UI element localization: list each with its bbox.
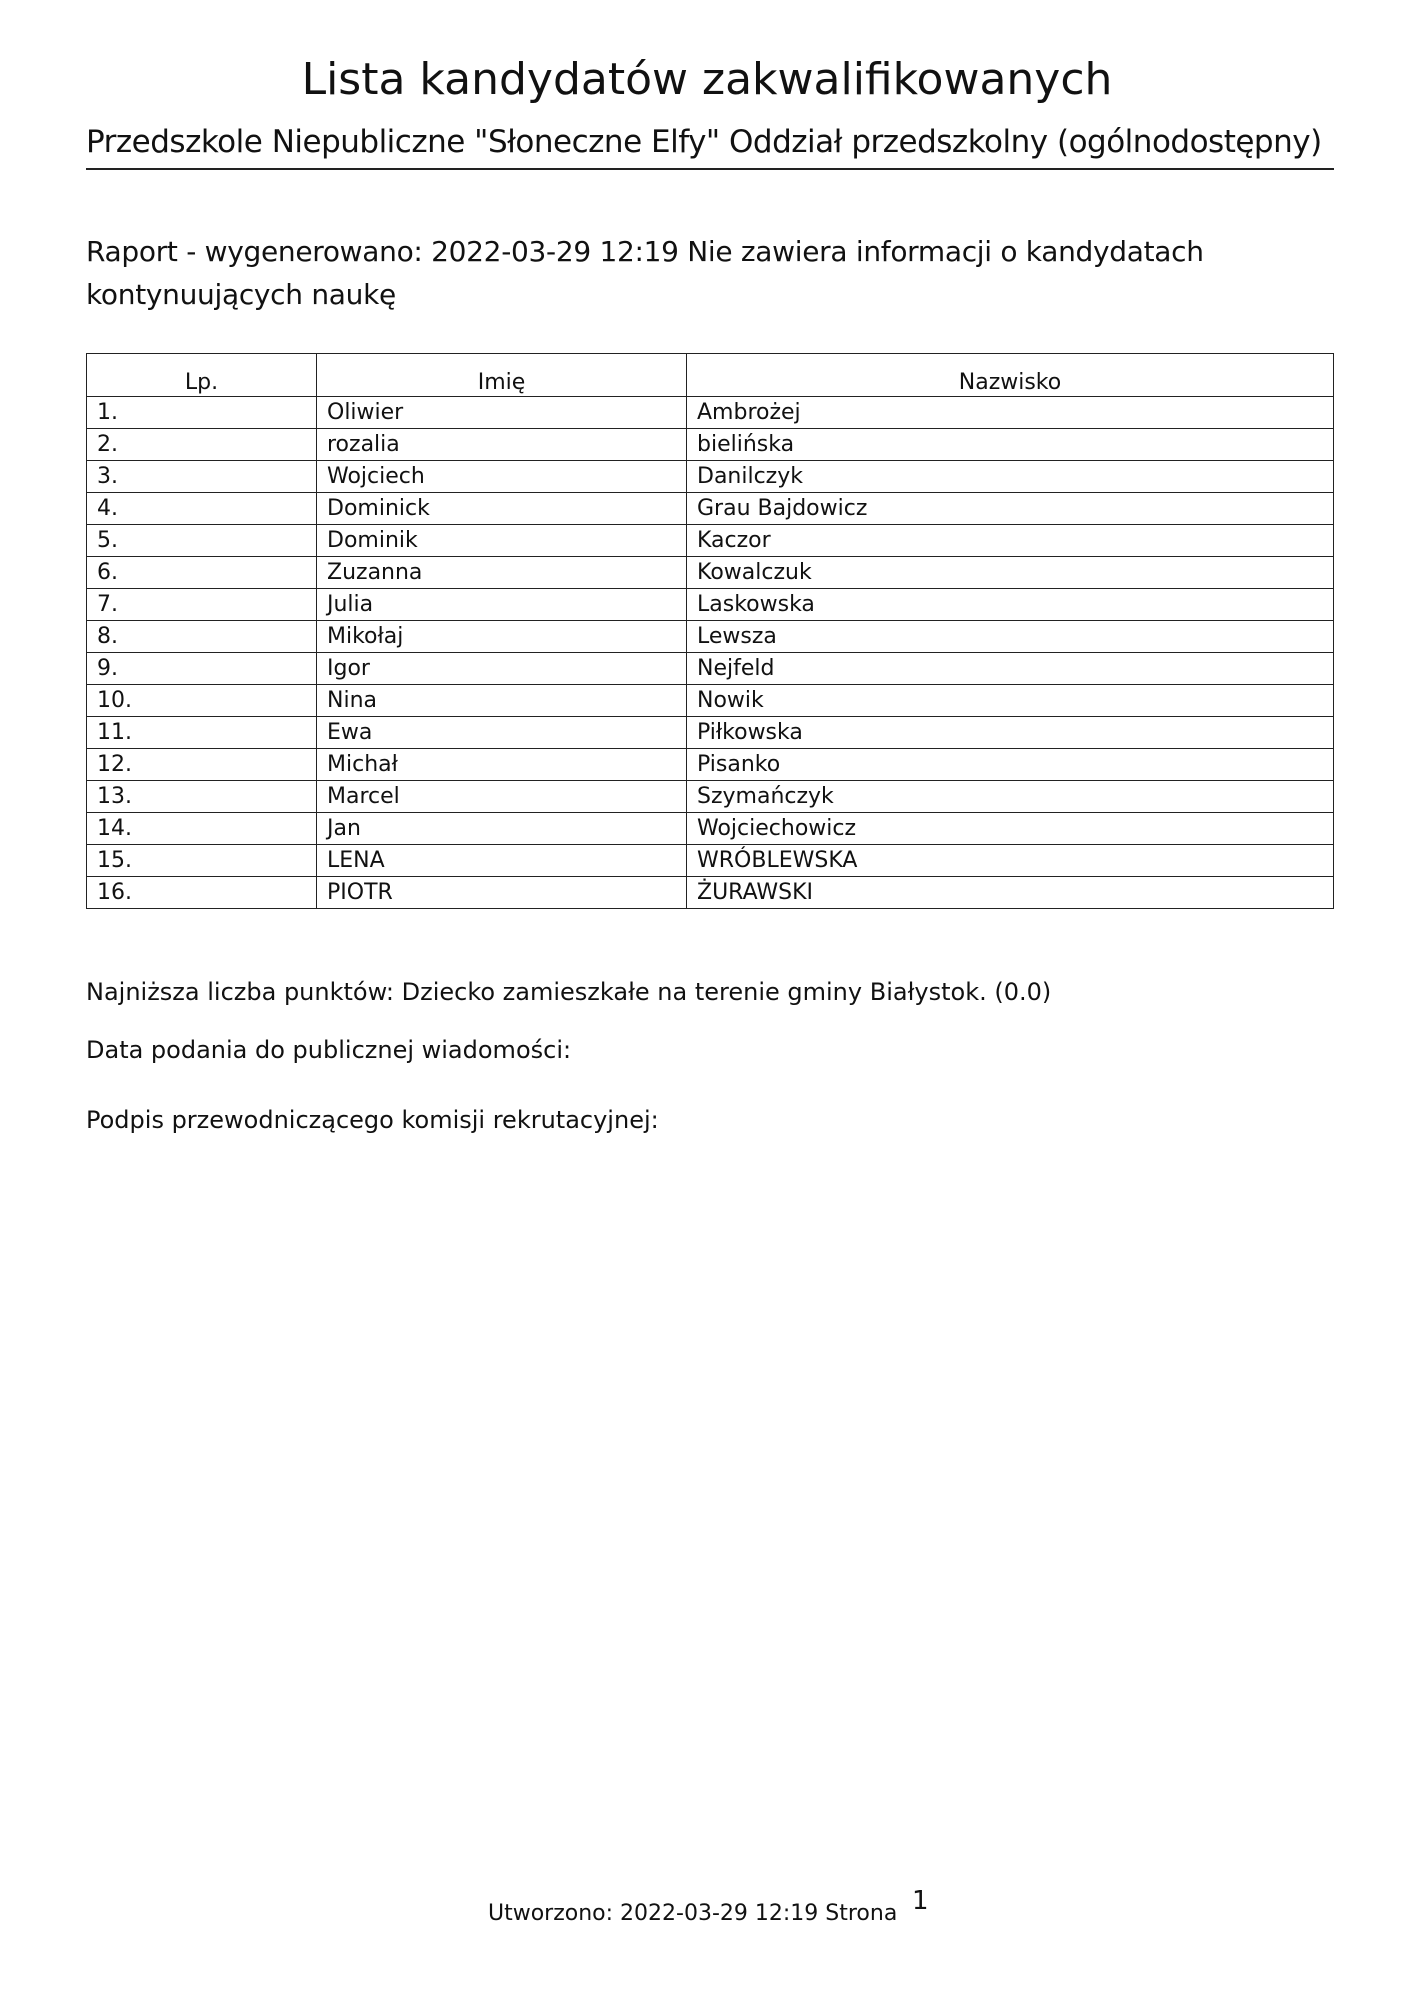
cell-imie: PIOTR [317,877,687,909]
cell-lp: 3. [87,461,317,493]
cell-lp: 11. [87,717,317,749]
candidates-table-container [86,353,1334,909]
cell-imie: Jan [317,813,687,845]
cell-lp: 9. [87,653,317,685]
column-header-nazwisko: Nazwisko [687,354,1334,397]
cell-nazwisko: Ambrożej [687,397,1334,429]
table-row [87,685,1334,717]
column-header-lp: Lp. [87,354,317,397]
cell-lp: 2. [87,429,317,461]
cell-nazwisko: Kaczor [687,525,1334,557]
table-row [87,813,1334,845]
cell-lp: 16. [87,877,317,909]
publication-date-label: Data podania do publicznej wiadomości: [86,1036,572,1064]
report-info: Raport - wygenerowano: 2022-03-29 12:19 Nie zawiera informacji o kandydatach kontynuujących naukę [86,235,1204,311]
cell-nazwisko: Kowalczuk [687,557,1334,589]
table-row [87,429,1334,461]
table-row [87,493,1334,525]
cell-imie: Oliwier [317,397,687,429]
table-header-row [87,354,1334,397]
footer-created: Utworzono: 2022-03-29 12:19 Strona [488,1901,898,1926]
cell-nazwisko: Danilczyk [687,461,1334,493]
cell-nazwisko: Grau Bajdowicz [687,493,1334,525]
cell-imie: Zuzanna [317,557,687,589]
cell-imie: rozalia [317,429,687,461]
cell-lp: 7. [87,589,317,621]
cell-imie: Julia [317,589,687,621]
cell-lp: 15. [87,845,317,877]
cell-nazwisko: Nejfeld [687,653,1334,685]
cell-imie: Ewa [317,717,687,749]
cell-imie: Nina [317,685,687,717]
cell-imie: Igor [317,653,687,685]
cell-lp: 12. [87,749,317,781]
cell-lp: 6. [87,557,317,589]
table-row [87,781,1334,813]
cell-nazwisko: Pisanko [687,749,1334,781]
table-row [87,589,1334,621]
cell-nazwisko: Nowik [687,685,1334,717]
cell-imie: Dominick [317,493,687,525]
cell-nazwisko: Wojciechowicz [687,813,1334,845]
cell-lp: 1. [87,397,317,429]
cell-lp: 10. [87,685,317,717]
table-row [87,397,1334,429]
cell-nazwisko: Laskowska [687,589,1334,621]
cell-nazwisko: WRÓBLEWSKA [687,845,1334,877]
cell-imie: Mikołaj [317,621,687,653]
cell-imie: Dominik [317,525,687,557]
candidates-table [86,353,1334,909]
table-row [87,461,1334,493]
table-row [87,621,1334,653]
cell-nazwisko: bielińska [687,429,1334,461]
table-row [87,749,1334,781]
cell-nazwisko: Lewsza [687,621,1334,653]
page-number: 1 [912,1886,929,1916]
institution-subtitle: Przedszkole Niepubliczne "Słoneczne Elfy" Oddział przedszkolny (ogólnodostępny) [86,120,1334,170]
cell-imie: Michał [317,749,687,781]
cell-imie: Wojciech [317,461,687,493]
signature-label: Podpis przewodniczącego komisji rekrutacyjnej: [86,1106,659,1134]
column-header-imie: Imię [317,354,687,397]
table-row [87,557,1334,589]
cell-nazwisko: ŻURAWSKI [687,877,1334,909]
cell-lp: 14. [87,813,317,845]
table-row [87,525,1334,557]
cell-nazwisko: Piłkowska [687,717,1334,749]
table-row [87,845,1334,877]
cell-lp: 4. [87,493,317,525]
cell-imie: Marcel [317,781,687,813]
cell-nazwisko: Szymańczyk [687,781,1334,813]
cell-imie: LENA [317,845,687,877]
table-row [87,717,1334,749]
table-row [87,877,1334,909]
table-body [87,397,1334,909]
table-row [87,653,1334,685]
document-title: Lista kandydatów zakwalifikowanych [301,54,1113,105]
cell-lp: 5. [87,525,317,557]
cell-lp: 8. [87,621,317,653]
lowest-points-note: Najniższa liczba punktów: Dziecko zamieszkałe na terenie gminy Białystok. (0.0) [86,978,1052,1006]
cell-lp: 13. [87,781,317,813]
